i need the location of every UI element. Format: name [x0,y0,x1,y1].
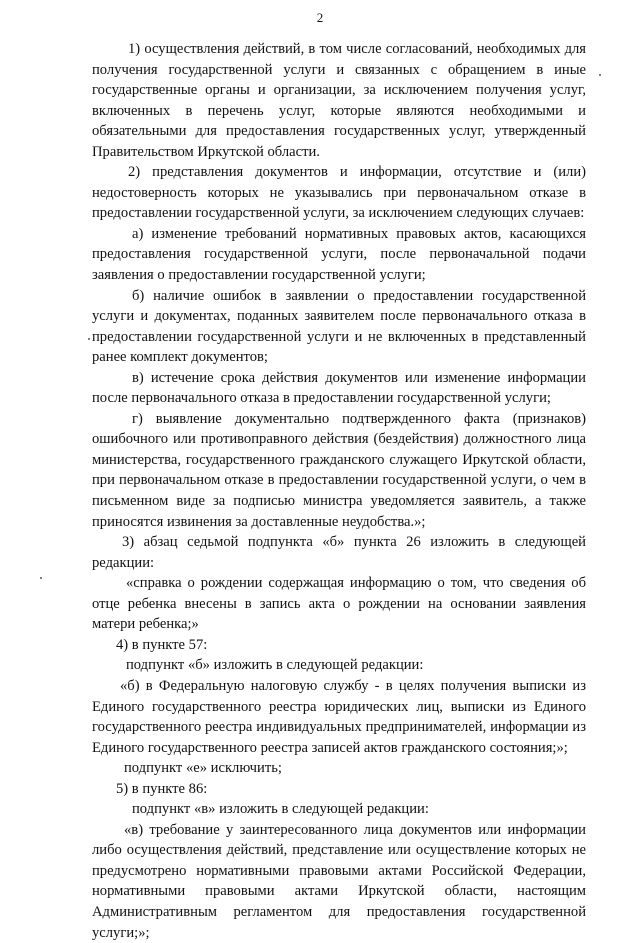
paragraph-item-3: 3) абзац седьмой подпункта «б» пункта 26 изложить в следующей редакции: [92,534,586,571]
paragraph-item-2: 2) представления документов и информации, отсутствие и (или) недостоверность которых не указывались при первоначальном отказе в предоставлении государственной услуги, за исключением следующих случаев: [92,164,586,222]
subitem-a: а) изменение требований нормативных правовых актов, касающихся предоставления государственной услуги, после первоначальной подачи заявления о предоставлении государственной услуги; [92,225,586,284]
subitem-b-edit-note: подпункт «б» изложить в следующей редакции: [126,657,424,674]
document-body [92,39,586,943]
quoted-birth-certificate: «справка о рождении содержащая информацию о том, что сведения об отце ребенка внесены в запись акта о рождении на основании заявления матери ребенка;» [92,575,586,633]
subitem-g: г) выявление документально подтвержденного факта (признаков) ошибочного или противоправного действия (бездействия) должностного лица министерства, государственного гражданского служащего Иркутской области, при первоначальном отказе в предоставлении государственной услуги, о чем в письменном виде за подписью министра уведомляется заявитель, а также приносятся извинения за доставленные неудобства.»; [92,410,586,530]
paragraph-item-1: 1) осуществления действий, в том числе согласований, необходимых для получения государственной услуги и связанных с обращением в иные государственные органы и организации, за исключением получения услуг, включенных в перечень услуг, которые являются необходимыми и обязательными для предоставления государственных услуг, утвержденный Правительством Иркутской области. [92,41,586,160]
subitem-v-edit-note: подпункт «в» изложить в следующей редакции: [132,801,429,818]
quoted-tax-service: «б) в Федеральную налоговую службу - в целях получения выписки из Единого государственного реестра юридических лиц, выписки из Единого государственного реестра индивидуальных предпринимателей, информации из Единого государственного реестра записей актов гражданского состояния;»; [92,677,586,756]
quoted-requirement: «в) требование у заинтересованного лица документов или информации либо осуществления действий, представление или осуществление которых не предусмотрено нормативными правовыми актами Российской Федерации, нормативными правовыми актами Иркутской области, настоящим Административным регламентом для предоставления государственной услуги;»; [92,821,586,941]
page-number: 2 [316,10,324,25]
paragraph-item-4: 4) в пункте 57: [116,636,208,653]
paragraph-item-5: 5) в пункте 86: [116,780,208,797]
subitem-e-delete-note: подпункт «е» исключить; [124,760,282,777]
subitem-v: в) истечение срока действия документов или изменение информации после первоначального отказа в предоставлении государственной услуги; [92,369,586,407]
subitem-b: б) наличие ошибок в заявлении о предоставлении государственной услуги и документах, поданных заявителем после первоначального отказа в предоставлении государственной услуги и не включенных в представленный ранее комплект документов; [92,287,586,366]
